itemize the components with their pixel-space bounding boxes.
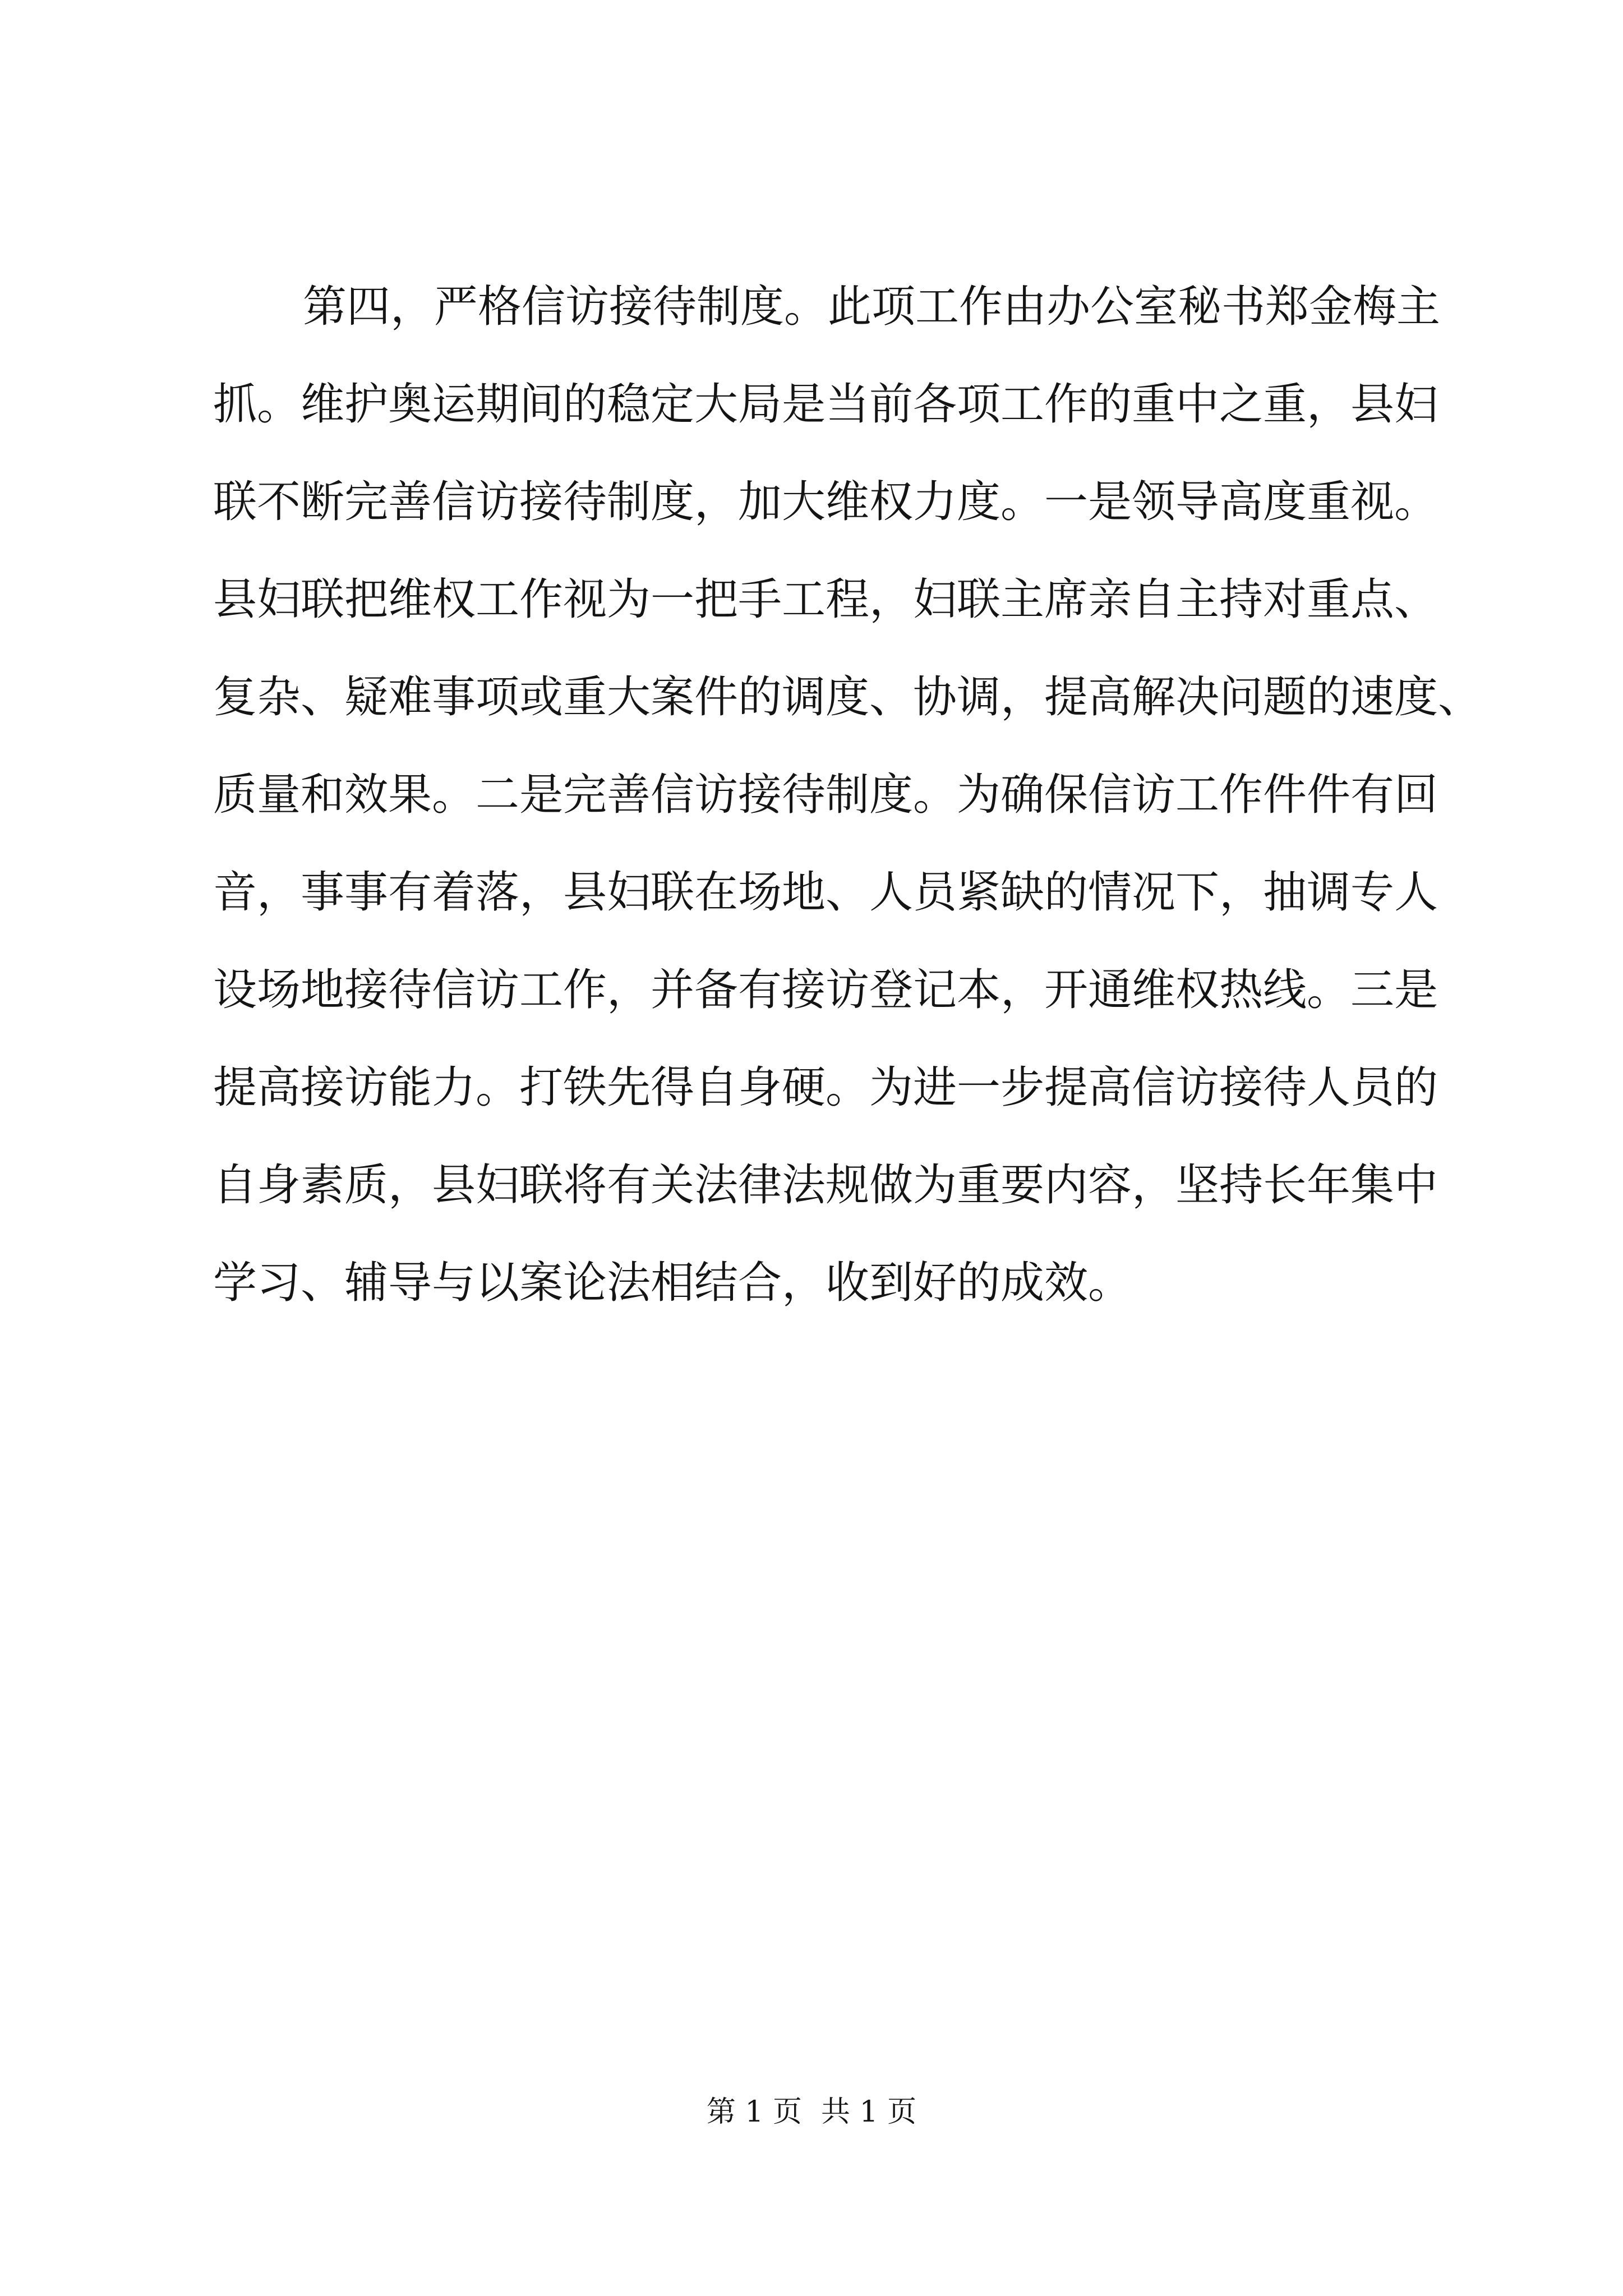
paragraph-line: 质量和效果。二是完善信访接待制度。为确保信访工作件件有回 bbox=[213, 770, 1438, 820]
page-total: 共 1 页 bbox=[821, 2095, 917, 2129]
paragraph-line: 联不断完善信访接待制度，加大维权力度。一是领导高度重视。 bbox=[213, 477, 1438, 527]
paragraph-line: 音，事事有着落，县妇联在场地、人员紧缺的情况下，抽调专人 bbox=[213, 867, 1438, 918]
paragraph-line: 复杂、疑难事项或重大案件的调度、协调，提高解决问题的速度、 bbox=[213, 672, 1482, 723]
paragraph-line: 县妇联把维权工作视为一把手工程，妇联主席亲自主持对重点、 bbox=[213, 574, 1438, 625]
paragraph-line: 设场地接待信访工作，并备有接访登记本，开通维权热线。三是 bbox=[213, 965, 1438, 1015]
page-number: 第 1 页 bbox=[706, 2095, 802, 2129]
paragraph-line: 抓。维护奥运期间的稳定大局是当前各项工作的重中之重，县妇 bbox=[213, 379, 1438, 430]
paragraph-line: 学习、辅导与以案论法相结合，收到好的成效。 bbox=[213, 1258, 1132, 1308]
paragraph-line: 提高接访能力。打铁先得自身硬。为进一步提高信访接待人员的 bbox=[213, 1062, 1438, 1113]
paragraph-line: 第四，严格信访接待制度。此项工作由办公室秘书郑金梅主 bbox=[303, 282, 1441, 332]
paragraph-line: 自身素质，县妇联将有关法律法规做为重要内容，坚持长年集中 bbox=[213, 1160, 1438, 1211]
body-paragraph bbox=[213, 258, 1482, 1332]
page-footer bbox=[0, 2092, 1623, 2132]
